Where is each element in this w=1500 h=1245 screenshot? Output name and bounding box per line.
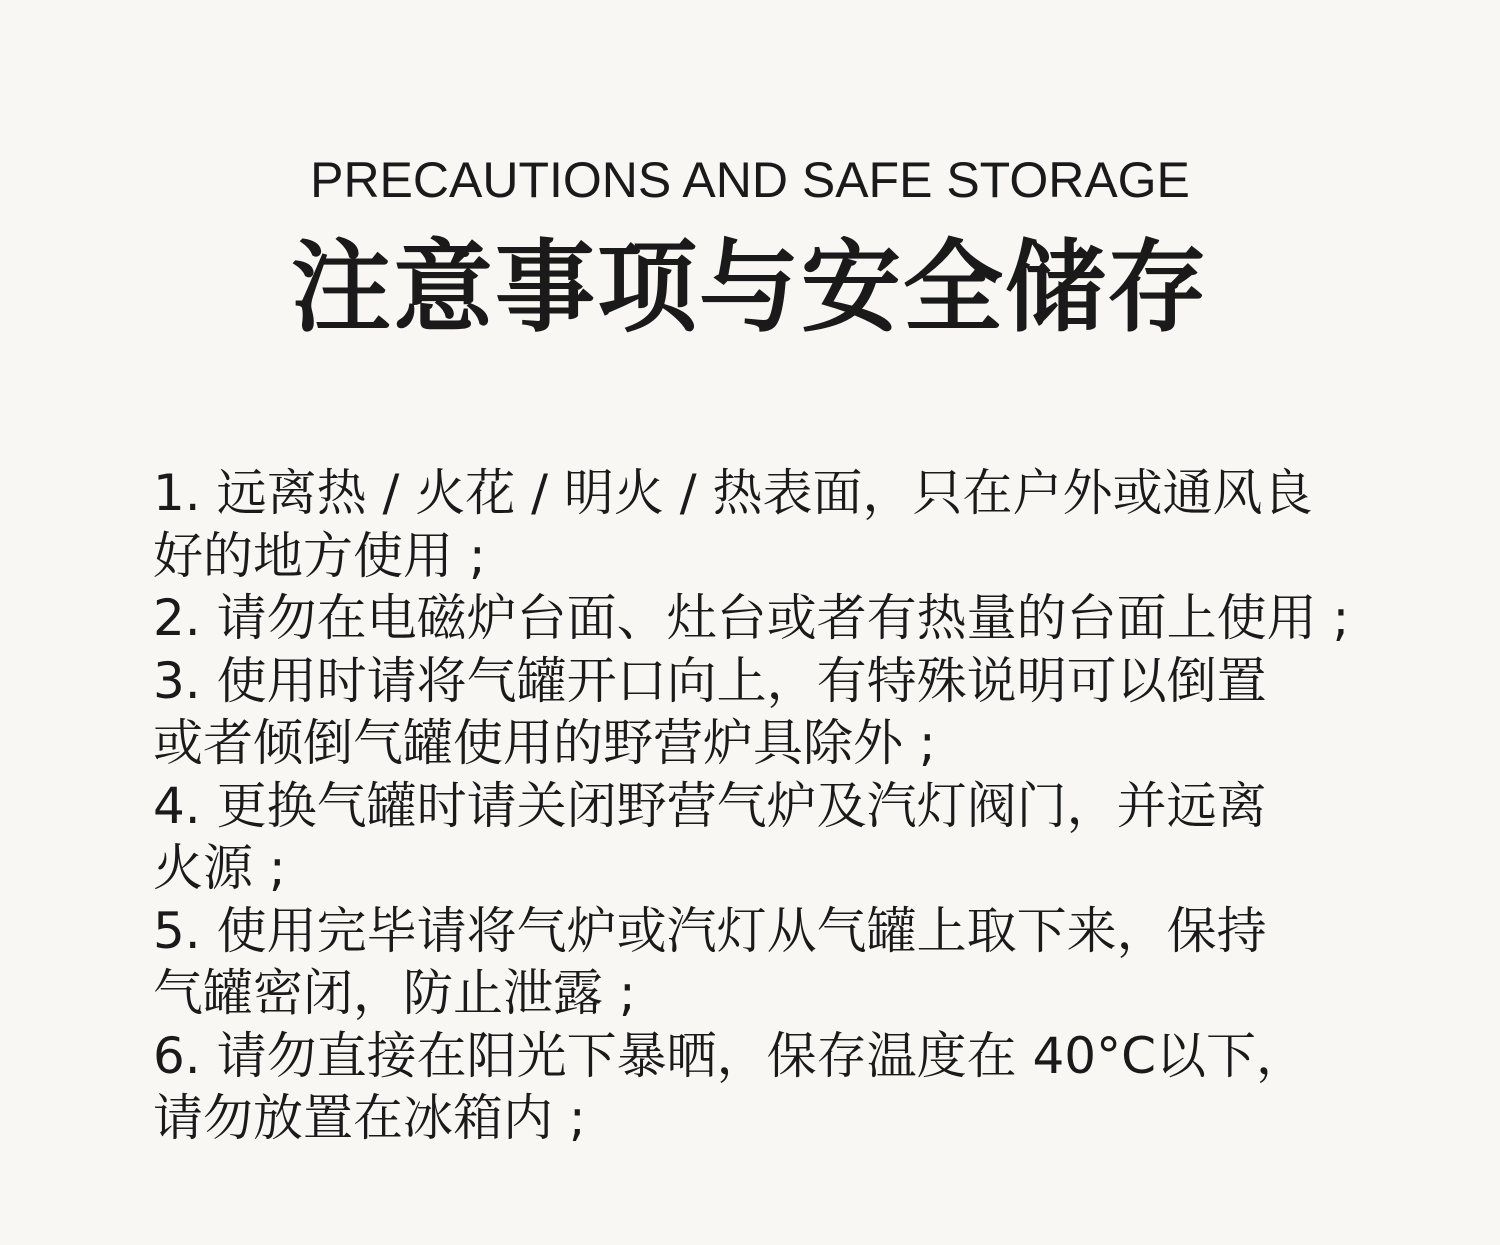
precaution-line: 或者倾倒气罐使用的野营炉具除外 ;: [153, 714, 936, 772]
precaution-line: 2. 请勿在电磁炉台面、灶台或者有热量的台面上使用 ;: [153, 589, 1350, 647]
precaution-line: 1. 远离热 / 火花 / 明火 / 热表面，只在户外或通风良: [153, 464, 1313, 522]
precaution-line: 4. 更换气罐时请关闭野营气炉及汽灯阀门，并远离: [153, 776, 1267, 835]
precaution-line: 气罐密闭，防止泄露 ;: [153, 964, 636, 1022]
precaution-line: 请勿放置在冰箱内 ;: [153, 1089, 586, 1147]
precaution-line: 6. 请勿直接在阳光下暴晒，保存温度在 40°C以下，: [153, 1026, 1307, 1085]
english-subtitle: PRECAUTIONS AND SAFE STORAGE: [310, 152, 1190, 208]
precautions-list: [153, 462, 1353, 1150]
precaution-line: 3. 使用时请将气罐开口向上，有特殊说明可以倒置: [153, 651, 1267, 710]
precaution-line: 火源 ;: [153, 839, 286, 897]
page-title: 注意事项与安全储存: [291, 229, 1209, 346]
precaution-line: 好的地方使用 ;: [153, 526, 486, 585]
precaution-line: 5. 使用完毕请将气炉或汽灯从气罐上取下来，保持: [153, 901, 1267, 960]
